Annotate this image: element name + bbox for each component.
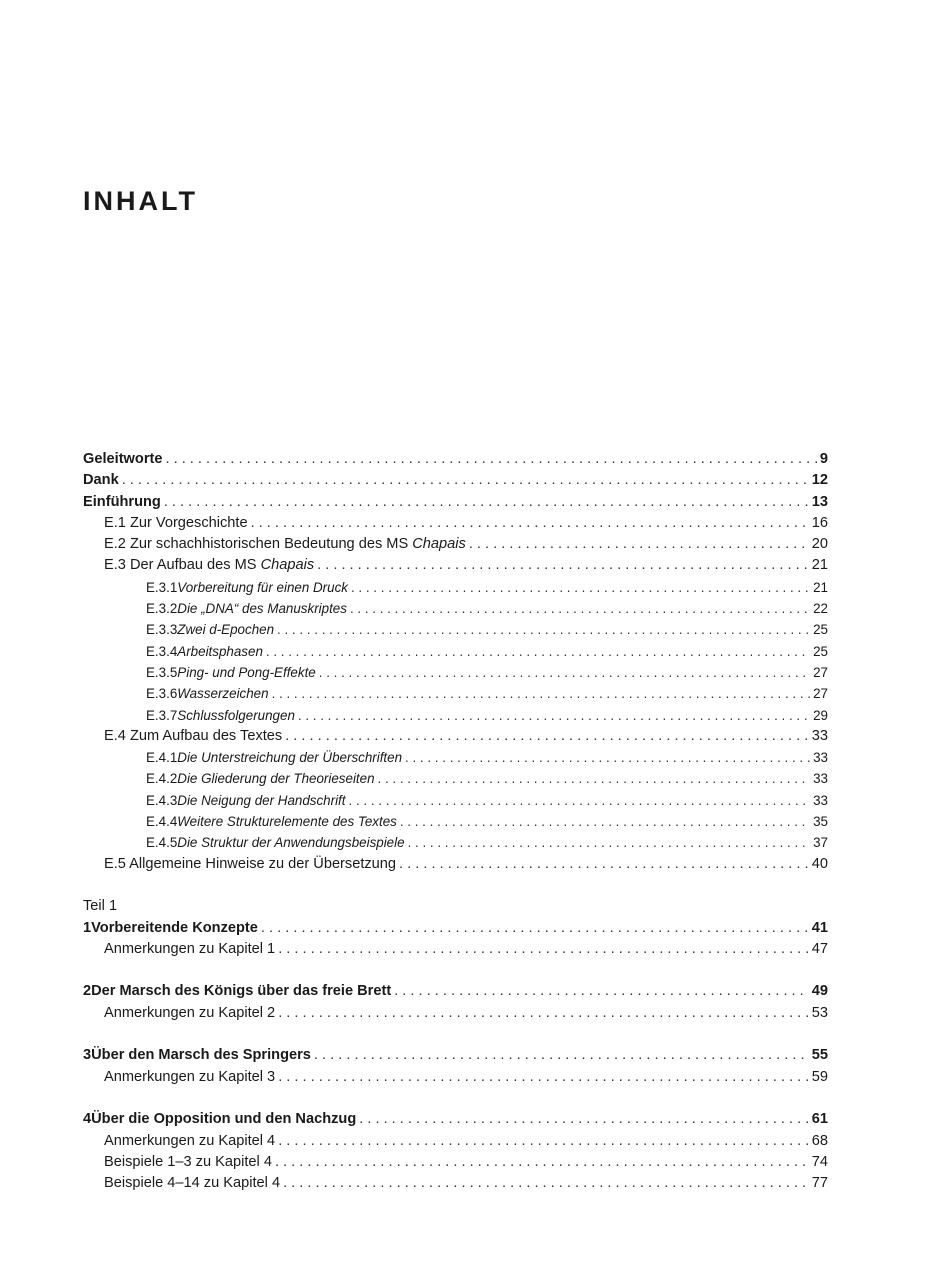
leader-dots	[165, 449, 816, 470]
leader-dots	[408, 832, 811, 853]
toc-entry-label: Dank	[83, 472, 119, 489]
chapter-page: 55	[811, 1047, 828, 1064]
toc-entry-number: E.3.5	[146, 664, 178, 680]
toc-entry-anmerkungen-4[interactable]	[83, 1131, 828, 1152]
leader-dots	[278, 1131, 809, 1152]
leader-dots	[261, 918, 809, 939]
leader-dots	[400, 811, 810, 832]
chapter-page: 41	[811, 919, 828, 936]
toc-entry-label: E.2 Zur schachhistorischen Bedeutung des MS Chapais	[104, 536, 466, 553]
leader-dots	[278, 1003, 809, 1024]
toc-entry-page: 33	[813, 771, 828, 787]
toc-entry-number: E.3.6	[146, 686, 178, 702]
toc-entry-page: 59	[811, 1068, 828, 1085]
toc-entry-label: Beispiele 1–3 zu Kapitel 4	[104, 1153, 272, 1170]
toc-entry-page: 25	[813, 643, 828, 659]
toc-chapter-2[interactable]	[83, 981, 828, 1002]
toc-entry-page: 35	[813, 814, 828, 830]
toc-entry-e37[interactable]	[83, 705, 828, 726]
toc-entry-number: E.4.2	[146, 771, 178, 787]
toc-entry-label: E.5 Allgemeine Hinweise zu der Übersetzung	[104, 855, 397, 872]
toc-entry-page: 68	[811, 1132, 828, 1149]
chapter-title: Über die Opposition und den Nachzug	[91, 1111, 357, 1128]
toc-entry-beispiele-4-14[interactable]	[83, 1173, 828, 1194]
spacer	[83, 1024, 828, 1045]
chapter-title: Vorbereitende Konzepte	[91, 919, 258, 936]
toc-entry-page: 33	[813, 750, 828, 766]
toc-entry-number: E.3.2	[146, 601, 178, 617]
toc-entry-e1[interactable]	[83, 513, 828, 534]
toc-chapter-1[interactable]	[83, 918, 828, 939]
toc-entry-page: 40	[811, 855, 828, 872]
toc-entry-label: Anmerkungen zu Kapitel 2	[104, 1004, 276, 1021]
spacer	[83, 960, 828, 981]
toc-entry-anmerkungen-1[interactable]	[83, 939, 828, 960]
part-label: Teil 1	[83, 898, 118, 915]
toc-entry-geleitworte[interactable]	[83, 449, 828, 470]
toc-entry-e41[interactable]	[83, 747, 828, 768]
chapter-number: 3	[83, 1047, 92, 1064]
toc-entry-page: 21	[813, 579, 828, 595]
chapter-title: Der Marsch des Königs über das freie Brett	[91, 983, 392, 1000]
toc-entry-page: 27	[813, 664, 828, 680]
toc-entry-dank[interactable]	[83, 470, 828, 491]
toc-entry-e43[interactable]	[83, 790, 828, 811]
leader-dots	[278, 1067, 809, 1088]
toc-entry-e33[interactable]	[83, 619, 828, 640]
toc-entry-e44[interactable]	[83, 811, 828, 832]
toc-entry-page: 20	[811, 536, 828, 553]
toc-entry-label: Zwei d-Epochen	[177, 622, 275, 638]
page-title: INHALT	[83, 186, 198, 216]
toc-entry-label: Die Unterstreichung der Überschriften	[177, 750, 403, 766]
leader-dots	[251, 513, 809, 534]
chapter-number: 2	[83, 983, 92, 1000]
toc-entry-label: Schlussfolgerungen	[177, 707, 295, 723]
leader-dots	[405, 747, 810, 768]
toc-entry-page: 27	[813, 686, 828, 702]
leader-dots	[285, 726, 809, 747]
toc-entry-page: 21	[811, 557, 828, 574]
chapter-page: 61	[811, 1111, 828, 1128]
leader-dots	[359, 1109, 809, 1130]
toc-entry-number: E.3.3	[146, 622, 178, 638]
leader-dots	[349, 790, 811, 811]
toc-entry-label: Die Neigung der Handschrift	[177, 792, 346, 808]
toc-entry-number: E.3.1	[146, 579, 178, 595]
toc-entry-page: 77	[811, 1175, 828, 1192]
part-heading	[83, 896, 828, 917]
toc-entry-number: E.4.1	[146, 750, 178, 766]
toc-entry-e5[interactable]	[83, 854, 828, 875]
toc-entry-beispiele-1-3[interactable]	[83, 1152, 828, 1173]
toc-entry-label: Anmerkungen zu Kapitel 1	[104, 940, 276, 957]
toc-entry-page: 47	[811, 940, 828, 957]
toc-entry-italic: Chapais	[412, 536, 466, 553]
toc-entry-anmerkungen-2[interactable]	[83, 1003, 828, 1024]
chapter-number: 1	[83, 919, 92, 936]
toc-entry-e31[interactable]	[83, 577, 828, 598]
leader-dots	[351, 577, 810, 598]
spacer	[83, 1088, 828, 1109]
toc-entry-e45[interactable]	[83, 832, 828, 853]
toc-entry-label: Einführung	[83, 493, 161, 510]
toc-entry-e36[interactable]	[83, 683, 828, 704]
leader-dots	[275, 1152, 809, 1173]
toc-entry-page: 9	[819, 451, 828, 467]
toc-entry-number: E.3.4	[146, 643, 178, 659]
toc-entry-page: 33	[813, 792, 828, 808]
leader-dots	[350, 598, 810, 619]
toc-entry-label: Die „DNA“ des Manuskriptes	[177, 601, 347, 617]
toc-entry-label: E.4 Zum Aufbau des Textes	[104, 727, 283, 744]
toc-entry-number: E.4.5	[146, 835, 178, 851]
leader-dots	[277, 619, 810, 640]
leader-dots	[394, 981, 809, 1002]
chapter-title: Über den Marsch des Springers	[91, 1047, 311, 1064]
toc-entry-label: Weitere Strukturelemente des Textes	[177, 814, 397, 830]
toc-entry-page: 74	[811, 1153, 828, 1170]
toc-entry-e4[interactable]	[83, 726, 828, 747]
toc-entry-page: 22	[813, 601, 828, 617]
leader-dots	[317, 555, 809, 576]
toc-entry-page: 53	[811, 1004, 828, 1021]
toc-entry-einfuehrung[interactable]	[83, 492, 828, 513]
toc-entry-anmerkungen-3[interactable]	[83, 1067, 828, 1088]
toc-entry-number: E.4.3	[146, 792, 178, 808]
toc-entry-label: Beispiele 4–14 zu Kapitel 4	[104, 1175, 281, 1192]
toc-entry-label: Die Gliederung der Theorieseiten	[177, 771, 375, 787]
toc-entry-label: Anmerkungen zu Kapitel 4	[104, 1132, 276, 1149]
leader-dots	[122, 470, 809, 491]
toc-entry-page: 12	[811, 472, 828, 489]
toc-entry-number: E.3.7	[146, 707, 178, 723]
toc-entry-label: Wasserzeichen	[177, 686, 269, 702]
chapter-page: 49	[811, 983, 828, 1000]
leader-dots	[278, 939, 809, 960]
toc-entry-italic: Chapais	[260, 557, 315, 574]
toc-entry-label: Anmerkungen zu Kapitel 3	[104, 1068, 276, 1085]
toc-entry-page: 25	[813, 622, 828, 638]
leader-dots	[283, 1173, 809, 1194]
leader-dots	[272, 683, 811, 704]
toc-entry-page: 37	[813, 835, 828, 851]
table-of-contents	[83, 449, 828, 1194]
toc-entry-e42[interactable]	[83, 768, 828, 789]
toc-entry-e35[interactable]	[83, 662, 828, 683]
toc-entry-label: E.1 Zur Vorgeschichte	[104, 514, 248, 531]
toc-entry-page: 29	[813, 707, 828, 723]
toc-entry-label: Ping- und Pong-Effekte	[177, 664, 316, 680]
toc-entry-e2[interactable]	[83, 534, 828, 555]
leader-dots	[314, 1045, 809, 1066]
leader-dots	[378, 768, 811, 789]
toc-chapter-4[interactable]	[83, 1109, 828, 1130]
leader-dots	[298, 705, 810, 726]
toc-entry-page: 13	[811, 493, 828, 510]
toc-entry-label: E.3 Der Aufbau des MS Chapais	[104, 557, 315, 574]
toc-entry-label: Die Struktur der Anwendungsbeispiele	[177, 835, 405, 851]
toc-entry-e34[interactable]	[83, 641, 828, 662]
leader-dots	[266, 641, 810, 662]
spacer	[83, 875, 828, 896]
toc-entry-e3[interactable]	[83, 555, 828, 576]
toc-entry-label: Vorbereitung für einen Druck	[177, 579, 348, 595]
leader-dots	[469, 534, 809, 555]
toc-entry-label: Arbeitsphasen	[177, 643, 263, 659]
leader-dots	[319, 662, 810, 683]
toc-entry-page: 33	[811, 727, 828, 744]
leader-dots	[164, 492, 809, 513]
toc-entry-e32[interactable]	[83, 598, 828, 619]
leader-dots	[399, 854, 809, 875]
toc-entry-number: E.4.4	[146, 814, 178, 830]
toc-entry-label: Geleitworte	[83, 451, 163, 467]
toc-entry-page: 16	[811, 514, 828, 531]
chapter-number: 4	[83, 1111, 92, 1128]
toc-chapter-3[interactable]	[83, 1045, 828, 1066]
